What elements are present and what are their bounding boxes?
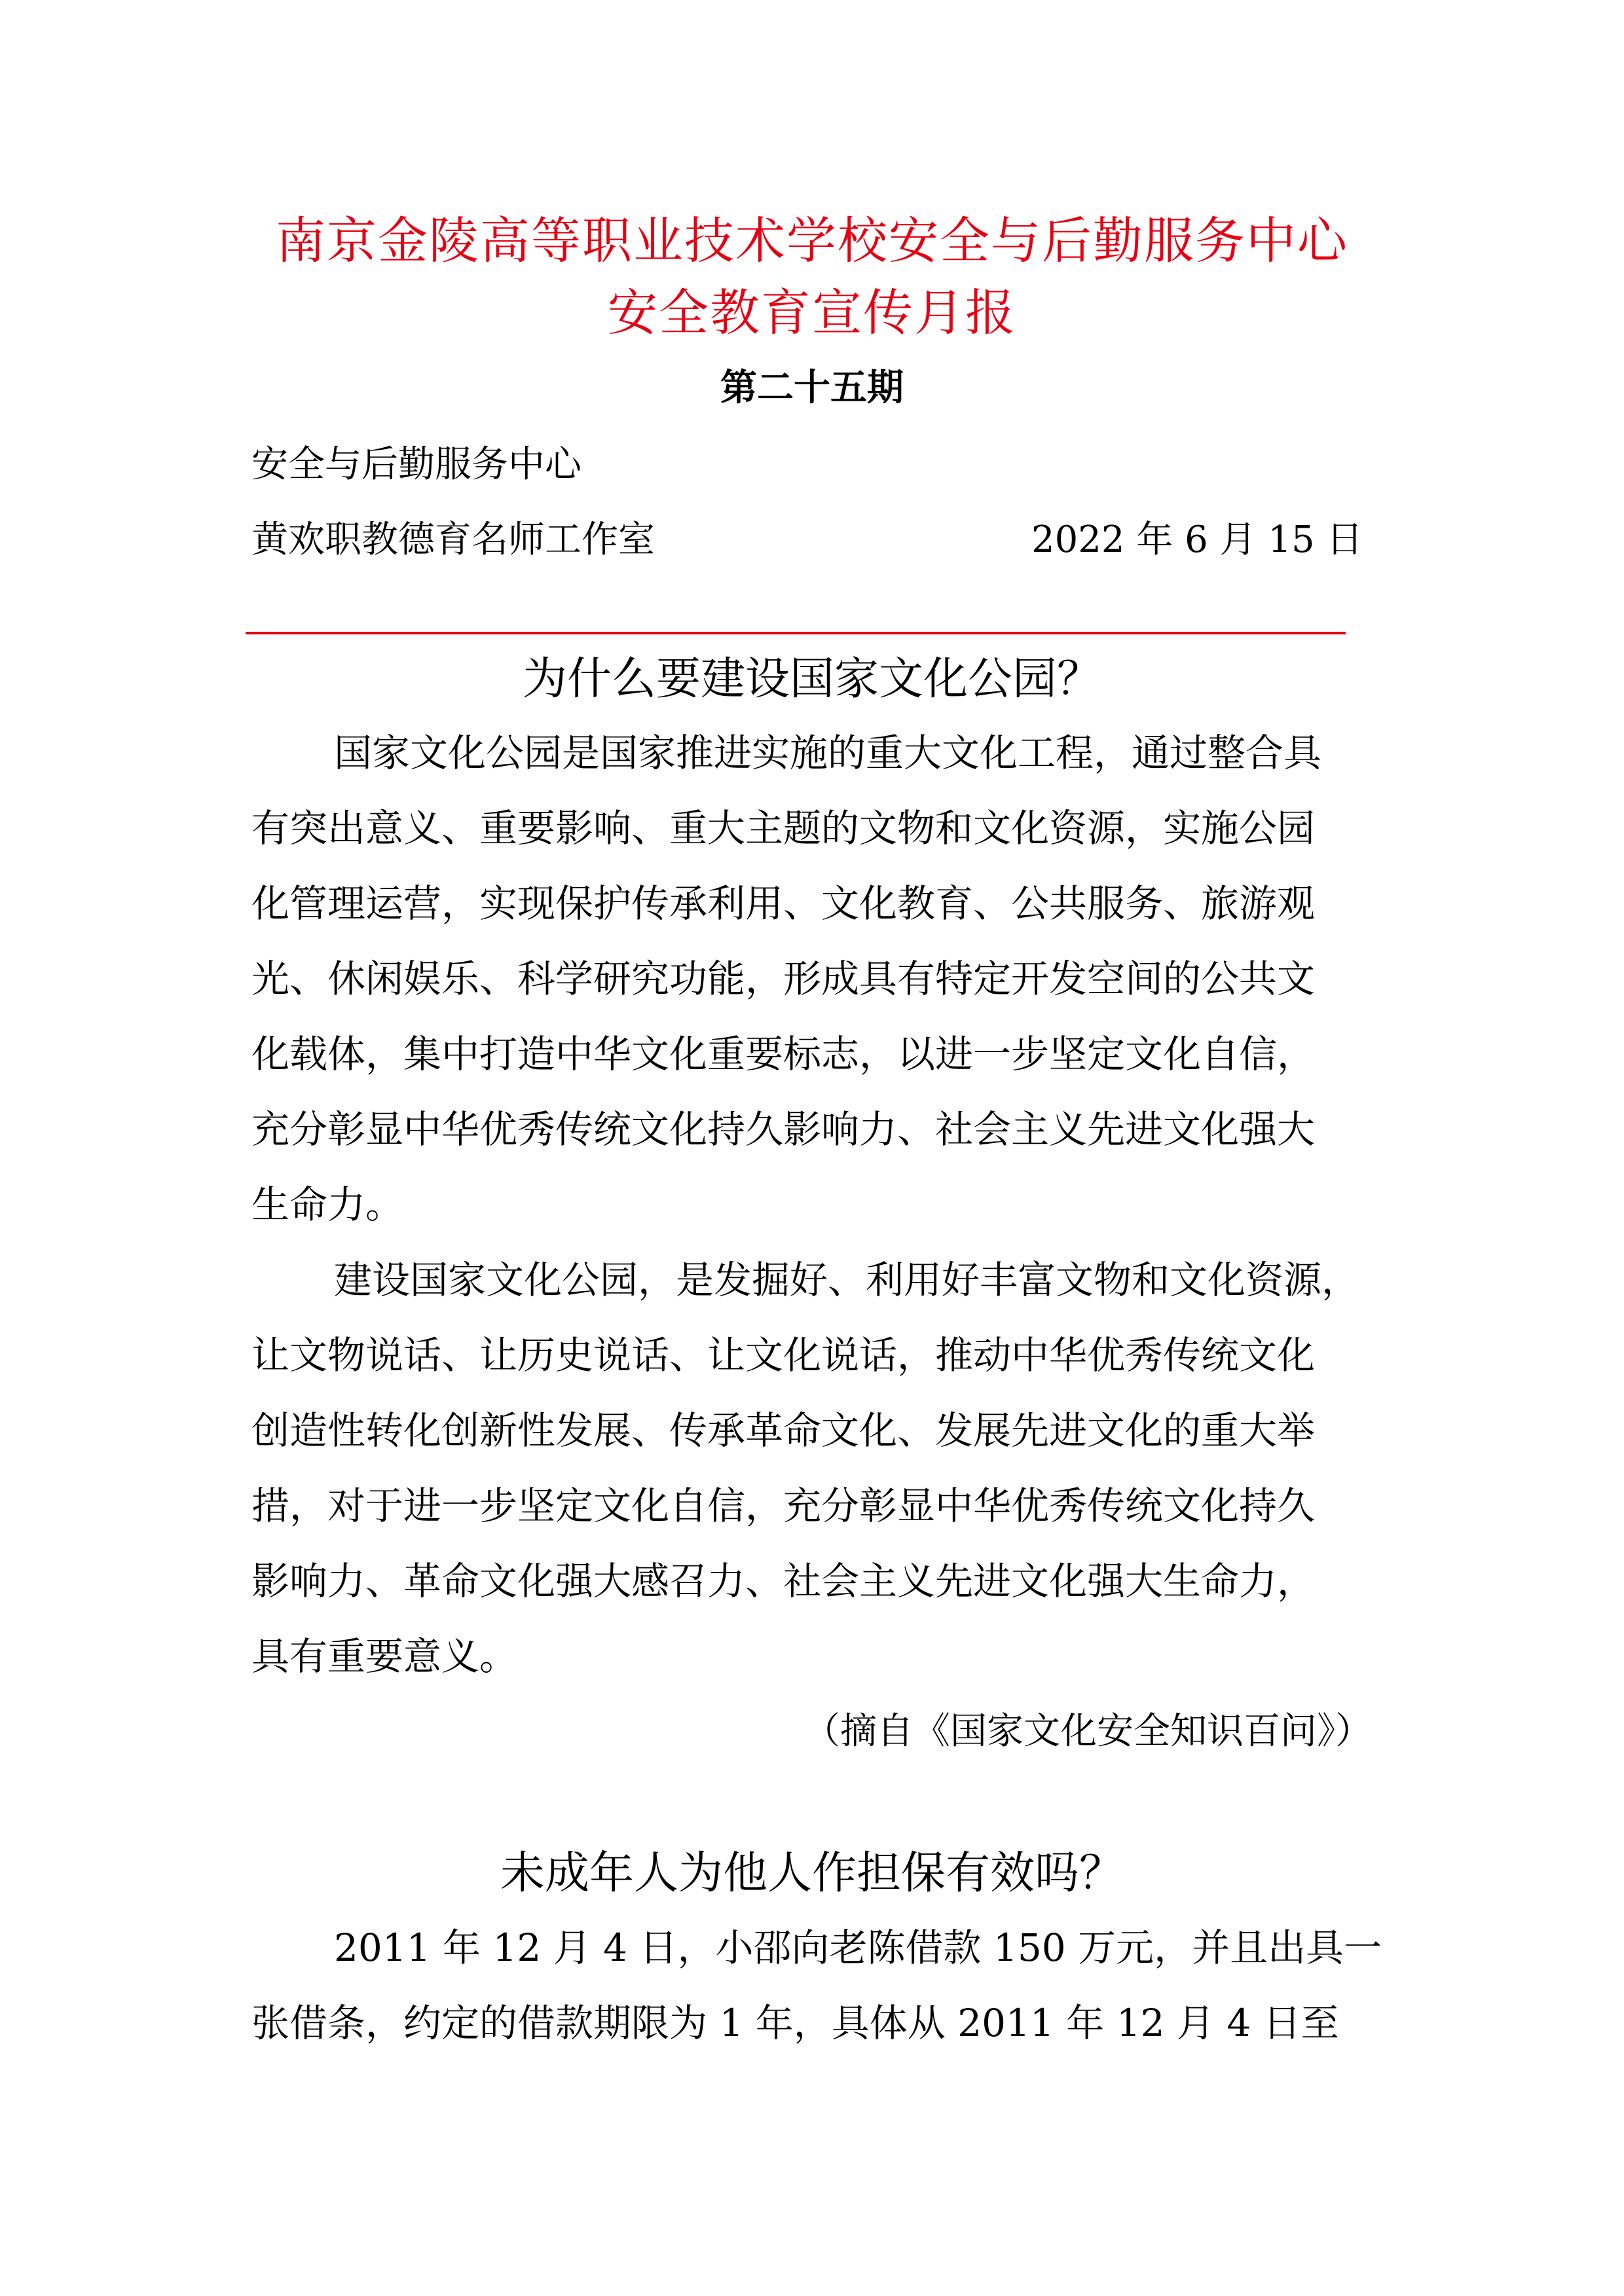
publish-date: 2022 年 6 月 15 日 (1031, 519, 1363, 561)
issue-number: 第二十五期 (720, 367, 904, 409)
article-1-line: 让文物说话、让历史说话、让文化说话，推动中华优秀传统文化 (251, 1333, 1316, 1377)
newsletter-title-line2: 安全教育宣传月报 (608, 283, 1016, 342)
article-1-line: 化管理运营，实现保护传承利用、文化教育、公共服务、旅游观 (251, 881, 1316, 926)
article-1-title: 为什么要建设国家文化公园？ (522, 653, 1101, 705)
article-1-line: 措，对于进一步坚定文化自信，充分彰显中华优秀传统文化持久 (251, 1484, 1316, 1528)
article-2-line: 2011 年 12 月 4 日，小邵向老陈借款 150 万元，并且出具一 (334, 1925, 1382, 1970)
article-2-title: 未成年人为他人作担保有效吗？ (500, 1848, 1124, 1899)
article-1-line: 化载体，集中打造中华文化重要标志，以进一步坚定文化自信， (251, 1032, 1316, 1076)
article-1-line: 创造性转化创新性发展、传承革命文化、发展先进文化的重大举 (251, 1408, 1316, 1453)
article-2-line: 张借条，约定的借款期限为 1 年，具体从 2011 年 12 月 4 日至 (251, 2001, 1339, 2045)
article-1-line: 影响力、革命文化强大感召力、社会主义先进文化强大生命力， (251, 1559, 1316, 1603)
article-1-line: 生命力。 (251, 1182, 404, 1227)
article-1-line: 建设国家文化公园，是发掘好、利用好丰富文物和文化资源， (334, 1258, 1360, 1302)
article-1-line: 国家文化公园是国家推进实施的重大文化工程，通过整合具 (334, 731, 1322, 775)
publisher-name: 安全与后勤服务中心 (251, 443, 581, 486)
article-1-line: 具有重要意义。 (251, 1634, 518, 1679)
header-divider (246, 632, 1346, 634)
article-1-line: 充分彰显中华优秀传统文化持久影响力、社会主义先进文化强大 (251, 1107, 1316, 1152)
newsletter-title-line1: 南京金陵高等职业技术学校安全与后勤服务中心 (276, 211, 1348, 270)
article-1-line: 光、休闲娱乐、科学研究功能，形成具有特定开发空间的公共文 (251, 957, 1316, 1001)
studio-name: 黄欢职教德育名师工作室 (251, 519, 655, 561)
article-1-line: 有突出意义、重要影响、重大主题的文物和文化资源，实施公园 (251, 806, 1316, 850)
article-1-source: （摘自《国家文化安全知识百问》） (803, 1710, 1372, 1753)
